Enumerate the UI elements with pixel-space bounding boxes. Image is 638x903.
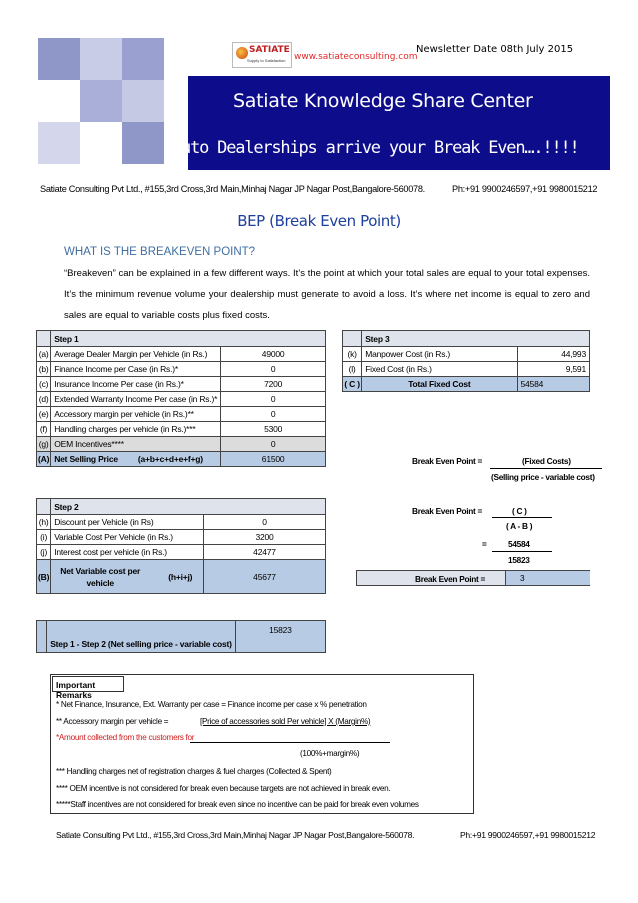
step3-title: Step 3 (362, 331, 590, 347)
remark-line-2b: [Price of accessories sold Per vehicle] X (Margin%) (200, 717, 371, 726)
row-letter: (b) (37, 362, 51, 377)
row-value: 0 (221, 437, 326, 452)
row-label: Accessory margin per vehicle (in Rs.)** (51, 407, 221, 422)
row-label: Finance Income per Case (in Rs.)* (51, 362, 221, 377)
row-letter: (e) (37, 407, 51, 422)
intro-paragraph: “Breakeven” can be explained in a few different ways. It’s the point at which your total sales are equal to your total expenses. It’s the minimum revenue volume your dealership must generate to avoid a loss. It’s where net income is equal to zero and sales are equal to variable costs plus fixed costs. (64, 268, 590, 321)
remark-line-3: *Amount collected from the customers for (56, 733, 195, 742)
remark-fraction-line (190, 742, 390, 743)
row-value: 0 (221, 407, 326, 422)
remarks-title: Important Remarks (52, 676, 124, 692)
decorative-square (122, 80, 164, 122)
row-letter: (k) (343, 347, 362, 362)
bep-formula-label: Break Even Point = (412, 456, 482, 466)
total-fixed-cost-label: Total Fixed Cost (362, 377, 517, 392)
net-variable-cost-formula: (h+i+j) (168, 571, 193, 582)
remark-line-1: * Net Finance, Insurance, Ext. Warranty per case = Finance income per case x % penetration (56, 700, 367, 709)
row-label: OEM Incentives**** (51, 437, 221, 452)
decorative-square (38, 38, 80, 80)
header-phone: Ph:+91 9900246597,+91 9980015212 (452, 184, 598, 194)
row-label: Discount per Vehicle (in Rs) (51, 515, 204, 530)
section-question: WHAT IS THE BREAKEVEN POINT? (64, 246, 256, 258)
total-letter: (B) (37, 560, 51, 594)
brand-title: Satiate Knowledge Share Center (233, 90, 533, 112)
bep-numerator: (Fixed Costs) (522, 456, 571, 466)
row-label: Variable Cost Per Vehicle (in Rs.) (51, 530, 204, 545)
total-fixed-cost-value: 54584 (517, 377, 590, 392)
company-logo (232, 42, 292, 68)
row-label: Manpower Cost (in Rs.) (362, 347, 517, 362)
row-letter: (l) (343, 362, 362, 377)
footer-address: Satiate Consulting Pvt Ltd., #155,3rd Cross,3rd Main,Minhaj Nagar JP Nagar Post,Bangalore-560078. (56, 830, 415, 840)
header-banner (38, 38, 610, 170)
step1-title: Step 1 (51, 331, 326, 347)
remark-line-2a: ** Accessory margin per vehicle = (56, 717, 169, 726)
total-label (51, 560, 204, 594)
remark-line-4: (100%+margin%) (300, 749, 360, 758)
total-letter: ( C ) (343, 377, 362, 392)
newsletter-subtitle: Auto Dealerships arrive your Break Even….!!!! (172, 138, 579, 158)
remark-line-5: *** Handling charges net of registration charges & fuel charges (Collected & Spent) (56, 767, 332, 776)
blank-cell (37, 331, 51, 347)
row-value: 7200 (221, 377, 326, 392)
step3-table (342, 330, 590, 392)
blank-cell (37, 621, 47, 653)
step1-table (36, 330, 326, 467)
row-value: 0 (221, 392, 326, 407)
decorative-square (122, 122, 164, 164)
margin-label: Step 1 - Step 2 (Net selling price - variable cost) (47, 621, 236, 653)
row-value: 42477 (204, 545, 326, 560)
remarks-box (50, 674, 474, 814)
net-selling-price-value: 61500 (221, 452, 326, 467)
bep-c-symbol: ( C ) (512, 506, 527, 516)
row-value: 9,591 (517, 362, 590, 377)
equals-sign: = (482, 539, 487, 549)
net-variable-cost-value: 45677 (204, 560, 326, 594)
net-selling-price-formula: (a+b+c+d+e+f+g) (137, 454, 203, 464)
row-value: 0 (221, 362, 326, 377)
row-letter: (f) (37, 422, 51, 437)
bep-result-value-box (505, 571, 590, 585)
total-label (51, 452, 221, 467)
margin-value: 15823 (235, 621, 325, 653)
row-letter: (c) (37, 377, 51, 392)
row-letter: (i) (37, 530, 51, 545)
row-letter: (h) (37, 515, 51, 530)
remark-line-6: **** OEM incentive is not considered for break even because targets are not achieved in break even. (56, 784, 391, 793)
net-selling-price-label: Net Selling Price (54, 454, 118, 464)
decorative-square (80, 38, 122, 80)
bep-denominator: (Selling price - variable cost) (491, 472, 595, 482)
website-link[interactable]: www.satiateconsulting.com (294, 52, 418, 62)
row-label: Fixed Cost (in Rs.) (362, 362, 517, 377)
decorative-square (38, 122, 80, 164)
step2-table (36, 498, 326, 594)
net-variable-cost-label-2: vehicle (86, 577, 114, 588)
row-label: Extended Warranty Income Per case (in Rs.)* (51, 392, 221, 407)
fraction-line (492, 517, 552, 518)
footer-phone: Ph:+91 9900246597,+91 9980015212 (460, 830, 596, 840)
row-value: 49000 (221, 347, 326, 362)
bep-result-bar (356, 570, 590, 586)
newsletter-date: Newsletter Date 08th July 2015 (416, 44, 574, 55)
bep-symbolic-label: Break Even Point = (412, 506, 482, 516)
blank-cell (37, 499, 51, 515)
row-letter: (j) (37, 545, 51, 560)
fraction-line (490, 468, 602, 469)
row-label: Insurance Income Per case (in Rs.)* (51, 377, 221, 392)
step2-title: Step 2 (51, 499, 326, 515)
row-label: Handling charges per vehicle (in Rs.)*** (51, 422, 221, 437)
row-letter: (d) (37, 392, 51, 407)
bep-result-label: Break Even Point = (415, 574, 485, 584)
document-title: BEP (Break Even Point) (237, 212, 401, 230)
total-letter: (A) (37, 452, 51, 467)
row-value: 44,993 (517, 347, 590, 362)
row-letter: (a) (37, 347, 51, 362)
bep-result-value: 3 (520, 573, 525, 583)
net-variable-cost-label-1: Net Variable cost per (60, 565, 141, 576)
decorative-square (80, 80, 122, 122)
bep-num-value: 54584 (508, 539, 530, 549)
row-label: Average Dealer Margin per Vehicle (in Rs.) (51, 347, 221, 362)
row-value: 0 (204, 515, 326, 530)
row-value: 5300 (221, 422, 326, 437)
bep-ab-symbol: ( A - B ) (506, 521, 533, 531)
logo-tagline: Supply to Satisfaction (247, 58, 286, 63)
row-value: 3200 (204, 530, 326, 545)
remark-line-7: *****Staff incentives are not considered for break even since no incentive can be paid for break even volumes (56, 800, 419, 809)
fraction-line (492, 551, 552, 552)
blank-cell (343, 331, 362, 347)
bep-den-value: 15823 (508, 555, 530, 565)
margin-table (36, 620, 326, 653)
row-label: Interest cost per vehicle (in Rs.) (51, 545, 204, 560)
logo-text: SATIATE (249, 45, 290, 55)
row-letter: (g) (37, 437, 51, 452)
decorative-square (122, 38, 164, 80)
header-address: Satiate Consulting Pvt Ltd., #155,3rd Cross,3rd Main,Minhaj Nagar JP Nagar Post,Bangalore-560078. (40, 184, 425, 194)
